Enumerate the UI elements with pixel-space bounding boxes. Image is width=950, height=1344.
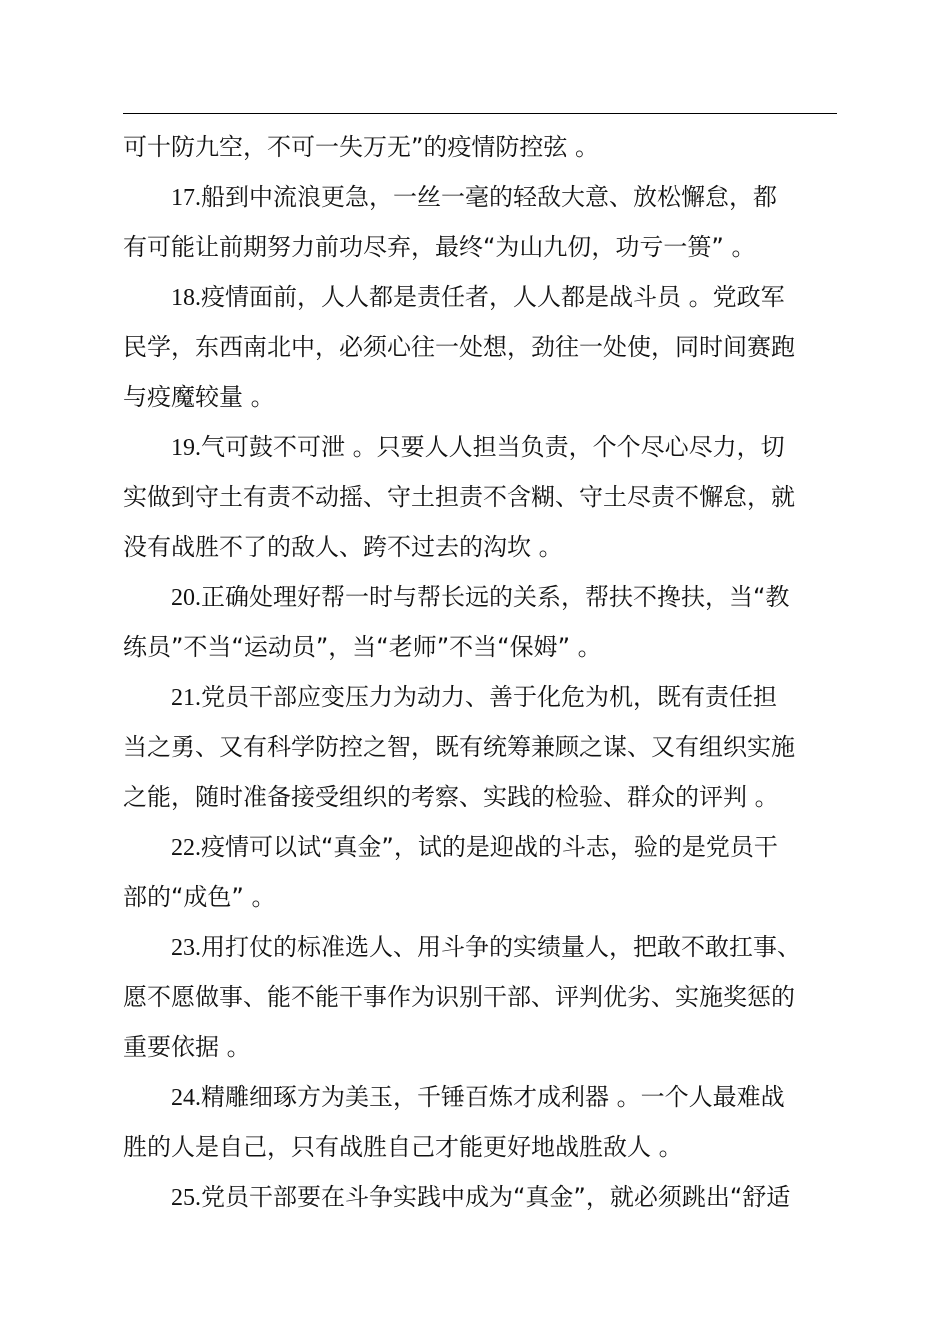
paragraph-line: 实做到守土有责不动摇、守土担责不含糊、守土尽责不懈怠，就 [123,483,795,511]
paragraph-line: 可十防九空，不可一失万无”的疫情防控弦 。 [123,133,600,161]
paragraph-line: 船到中流浪更急，一丝一毫的轻敌大意、放松懈怠，都 [201,183,777,211]
paragraph-line: 党员干部要在斗争实践中成为“真金”，就必须跳出“舒适 [201,1183,791,1211]
item-number: 23. [171,935,201,961]
item-20 [123,572,853,672]
paragraph-line: 胜的人是自己，只有战胜自己才能更好地战胜敌人 。 [123,1133,683,1161]
item-17 [123,172,853,272]
item-number: 20. [171,585,201,611]
document-body [123,122,853,1222]
paragraph-line: 与疫魔较量 。 [123,383,275,411]
item-number: 21. [171,685,201,711]
item-number: 25. [171,1185,201,1211]
continuation-paragraph [123,122,853,172]
paragraph-line: 正确处理好帮一时与帮长远的关系，帮扶不搀扶，当“教 [201,583,790,611]
item-25 [123,1172,853,1222]
paragraph-line: 用打仗的标准选人、用斗争的实绩量人，把敢不敢扛事、 [201,933,801,961]
paragraph-first-line [123,1172,853,1222]
paragraph-line: 重要依据 。 [123,1033,251,1061]
item-21 [123,672,853,822]
paragraph-first-line [123,672,853,722]
paragraph-line: 之能，随时准备接受组织的考察、实践的检验、群众的评判 。 [123,783,779,811]
paragraph-line: 练员”不当“运动员”，当“老师”不当“保姆” 。 [123,633,602,661]
item-22 [123,822,853,922]
paragraph-first-line [123,422,853,472]
paragraph-line: 有可能让前期努力前功尽弃，最终“为山九仞，功亏一篑” 。 [123,233,756,261]
header-rule [123,113,837,114]
paragraph-line: 民学，东西南北中，必须心往一处想，劲往一处使，同时间赛跑 [123,333,795,361]
paragraph-line: 党员干部应变压力为动力、善于化危为机，既有责任担 [201,683,777,711]
paragraph-line: 气可鼓不可泄 。只要人人担当负责，个个尽心尽力，切 [201,433,785,461]
item-23 [123,922,853,1072]
paragraph-line: 部的“成色” 。 [123,883,276,911]
paragraph-first-line [123,822,853,872]
paragraph-line: 精雕细琢方为美玉，千锤百炼才成利器 。一个人最难战 [201,1083,785,1111]
item-number: 19. [171,435,201,461]
paragraph-first-line [123,922,853,972]
paragraph-line: 没有战胜不了的敌人、跨不过去的沟坎 。 [123,533,563,561]
paragraph-first-line [123,572,853,622]
item-number: 18. [171,285,201,311]
paragraph-first-line [123,1072,853,1122]
paragraph-line: 当之勇、又有科学防控之智，既有统筹兼顾之谋、又有组织实施 [123,733,795,761]
item-number: 22. [171,835,201,861]
item-number: 24. [171,1085,201,1111]
paragraph-first-line [123,272,853,322]
item-19 [123,422,853,572]
paragraph-line: 疫情面前，人人都是责任者，人人都是战斗员 。党政军 [201,283,785,311]
item-24 [123,1072,853,1172]
item-number: 17. [171,185,201,211]
paragraph-first-line [123,172,853,222]
paragraph-line: 愿不愿做事、能不能干事作为识别干部、评判优劣、实施奖惩的 [123,983,795,1011]
paragraph-line: 疫情可以试“真金”，试的是迎战的斗志，验的是党员干 [201,833,778,861]
item-18 [123,272,853,422]
